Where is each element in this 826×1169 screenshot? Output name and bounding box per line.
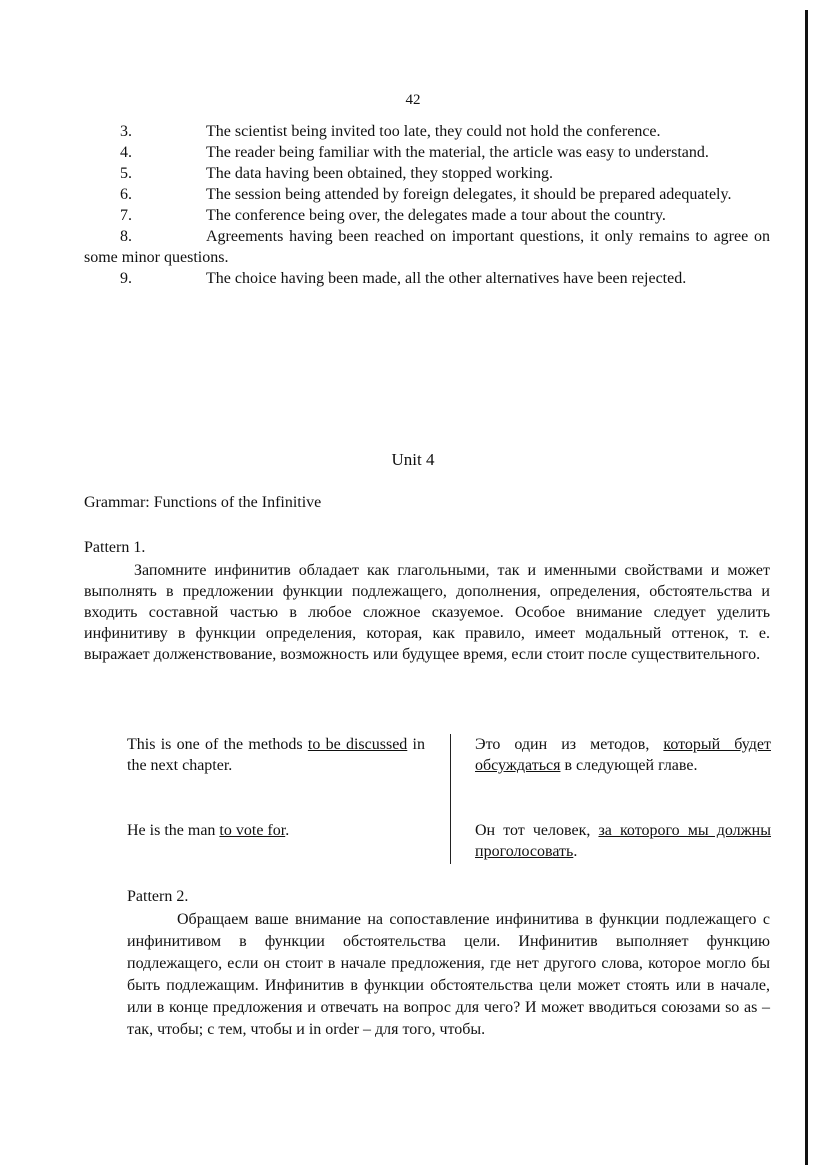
scan-edge-line [805, 10, 808, 1165]
item-text: Agreements having been reached on important questions, it only remains to agree on some minor questions. [84, 228, 770, 266]
pattern-1-label: Pattern 1. [84, 539, 146, 556]
text-span: This is one of the methods [127, 736, 308, 753]
underlined-translation: который будет обсуждаться [475, 736, 771, 774]
pattern-2-paragraph: Обращаем ваше внимание на сопоставление инфинитива в функции подлежащего с инфинитивом в функции обстоятельства цели. Инфинитив выполняет функцию подлежащего, если он стоит в начале предложения, где нет другого слова, которое могло бы быть подлежащим. Инфинитив в функции обстоятельства цели может стоять или в начале, или в конце предложения и отвечать на вопрос для чего? И может вводиться союзами so as – так, чтобы; с тем, чтобы и in order – для того, чтобы. [127, 911, 770, 1038]
item-text: The scientist being invited too late, they could not hold the conference. [206, 123, 661, 140]
item-number: 8. [120, 228, 132, 245]
item-number: 5. [120, 165, 132, 182]
item-number: 6. [120, 186, 132, 203]
underlined-translation: за которого мы должны проголосовать [475, 822, 771, 860]
table-row [127, 734, 771, 820]
underlined-infinitive: to be discussed [307, 736, 408, 753]
list-item [84, 121, 770, 142]
text-span: in the next chapter. [127, 736, 426, 774]
text-span: в следующей главе. [560, 757, 698, 774]
text-span: . [285, 822, 290, 839]
english-example [127, 820, 425, 841]
english-example [127, 734, 425, 776]
item-number: 7. [120, 207, 132, 224]
russian-translation [475, 820, 771, 862]
pattern-1-paragraph: Запомните инфинитив обладает как глагольными, так и именными свойствами и может выполнять в предложении функции подлежащего, дополнения, определения, обстоятельства и входить составной частью в любое сложное сказуемое. Особое внимание следует уделить инфинитиву в функции определения, которая, как правило, имеет модальный оттенок, т. е. выражает долженствование, возможность или будущее время, если стоит после существительного. [84, 562, 770, 663]
item-number: 3. [120, 123, 132, 140]
text-span: He is the man [127, 822, 220, 839]
example-table [127, 734, 771, 868]
list-item [84, 268, 770, 289]
text-span: Это один из методов, [475, 736, 664, 753]
unit-title: Unit 4 [391, 450, 435, 469]
text-span: . [573, 843, 578, 860]
item-text: The conference being over, the delegates made a tour about the country. [206, 207, 666, 224]
russian-translation [475, 734, 771, 776]
pattern-2-label: Pattern 2. [127, 888, 189, 905]
list-item [84, 205, 770, 226]
list-item [84, 163, 770, 184]
underlined-infinitive: to vote for [219, 822, 286, 839]
item-number: 4. [120, 144, 132, 161]
item-text: The choice having been made, all the other alternatives have been rejected. [206, 270, 687, 287]
grammar-title: Grammar: Functions of the Infinitive [84, 494, 322, 511]
list-item [84, 226, 770, 268]
item-number: 9. [120, 270, 132, 287]
page-number: 42 [405, 92, 421, 108]
item-text: The session being attended by foreign delegates, it should be prepared adequately. [206, 186, 732, 203]
item-text: The data having been obtained, they stopped working. [206, 165, 554, 182]
item-text: The reader being familiar with the material, the article was easy to understand. [206, 144, 709, 161]
exercise-list [84, 121, 770, 289]
list-item [84, 184, 770, 205]
text-span: Он тот человек, [475, 822, 599, 839]
list-item [84, 142, 770, 163]
table-row [127, 820, 771, 868]
